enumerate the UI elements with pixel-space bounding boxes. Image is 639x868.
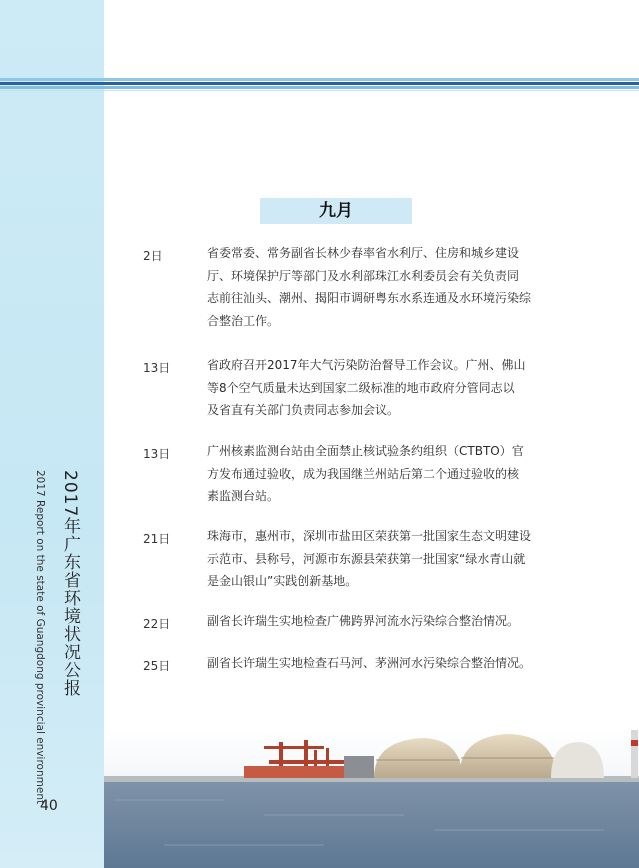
entry-day: 21日 bbox=[143, 532, 171, 546]
harbor-photo bbox=[104, 730, 639, 868]
report-title-en: 2017 Report on the state of Guangdong provincial environment bbox=[34, 470, 46, 805]
entry-text: 副省长许瑞生实地检查石马河、茅洲河水污染综合整治情况。 bbox=[207, 656, 532, 670]
entry-day: 25日 bbox=[143, 659, 171, 673]
entry-text: 珠海市，惠州市，深圳市盐田区荣获第一批国家生态文明建设 示范市、县称号，河源市东源县荣获第一批国家“绿水青山就 是金山银山”实践创新基地。 bbox=[207, 529, 532, 588]
entry-day: 2日 bbox=[143, 249, 163, 263]
entry-text: 副省长许瑞生实地检查广佛跨界河流水污染综合整治情况。 bbox=[207, 614, 520, 628]
entry-text: 广州核素监测台站由全面禁止核试验条约组织（CTBTO）官 方发布通过验收，成为我国继兰州站后第二个通过验收的核 素监测台站。 bbox=[207, 444, 524, 503]
header-stripes bbox=[0, 78, 639, 92]
entry-day: 13日 bbox=[143, 447, 171, 461]
entry-day: 22日 bbox=[143, 617, 171, 631]
page-number: 40 bbox=[40, 798, 58, 814]
report-title-cn: 2017年广东省环境状况公报 bbox=[60, 470, 80, 698]
vertical-title bbox=[34, 470, 100, 805]
entry-day: 13日 bbox=[143, 361, 171, 375]
entry-text: 省委常委、常务副省长林少春率省水利厅、住房和城乡建设 厅、环境保护厅等部门及水利部珠江水利委员会有关负责同 志前往汕头、潮州、揭阳市调研粤东水系连通及水环境污染综 合整治工作。 bbox=[207, 246, 532, 328]
entry-text: 省政府召开2017年大气污染防治督导工作会议。广州、佛山 等8个空气质量未达到国家二级标准的地市政府分管同志以 及省直有关部门负责同志参加会议。 bbox=[207, 358, 526, 417]
month-heading: 九月 bbox=[260, 198, 412, 224]
